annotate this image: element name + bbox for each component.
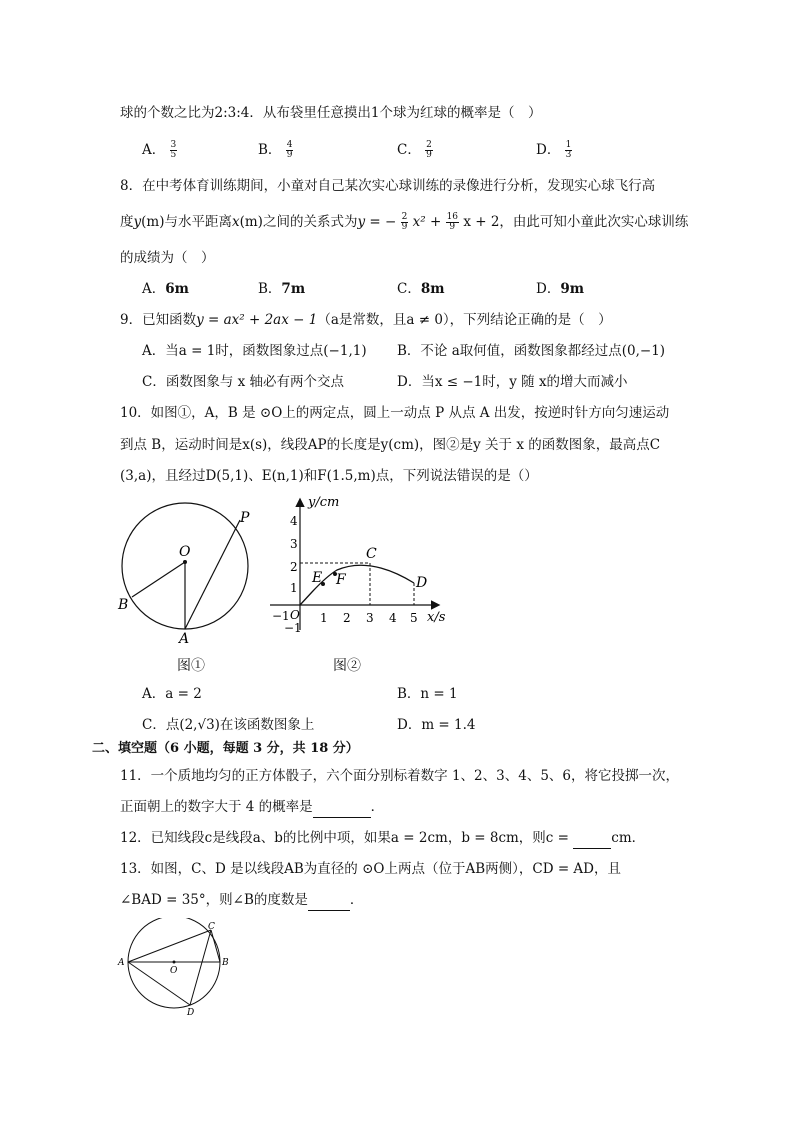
q9-option-c[interactable]: C．函数图象与 x 轴必有两个交点 (142, 374, 345, 390)
q10-line2: 到点 B，运动时间是x(s)，线段AP的长度是y(cm)，图②是y 关于 x 的函数图象，最高点C (120, 437, 661, 453)
segment-ob (132, 562, 185, 597)
segment-cb (211, 930, 220, 962)
q8-fraction-2: $\frac{16}{9}$ (446, 212, 459, 232)
q8-option-c[interactable]: C．8m (397, 281, 445, 297)
q8-line3: 的成绩为（ ） (120, 250, 215, 266)
q9-option-a[interactable]: A．当a = 1时，函数图象过点(−1,1) (142, 343, 367, 359)
q7-option-b[interactable] (258, 140, 293, 160)
y-tick-4: 4 (290, 514, 298, 528)
x-tick-neg1: −1 (272, 609, 290, 623)
y-tick-2: 2 (290, 560, 298, 574)
x-axis-label: x/s (427, 610, 446, 625)
q10-option-b[interactable]: B．n = 1 (397, 686, 458, 702)
q11-line2: 正面朝上的数字大于 4 的概率是 ． (120, 797, 384, 818)
q9-option-b[interactable]: B．不论 a取何值，函数图象都经过点(0,−1) (397, 343, 666, 359)
figure-2-graph (262, 492, 462, 642)
label-c3: C (208, 922, 215, 932)
q7-option-c[interactable] (397, 140, 433, 160)
y-axis-label: y/cm (308, 495, 340, 510)
q13-line1: 13．如图，C、D 是以线段AB为直径的 ⊙O上两点（位于AB两侧），CD = AD，且 (120, 861, 622, 877)
fig1-caption: 图① (177, 658, 205, 674)
q8-option-b[interactable]: B．7m (258, 281, 306, 297)
x-tick-2: 2 (343, 611, 351, 625)
q7-option-a-label: A． (142, 142, 166, 158)
q7-option-b-fraction: $\frac{4}{9}$ (286, 140, 293, 160)
y-tick-3: 3 (290, 537, 298, 551)
label-e: E (312, 570, 323, 586)
label-d: D (416, 575, 428, 591)
label-o: O (179, 544, 191, 560)
x-tick-3: 3 (366, 611, 374, 625)
q8-line2: 度y(m)与水平距离x(m)之间的关系式为y = − $\frac{2}{9}$ x² + $\frac{16}{9}$ x + 2，由此可知小童此次实心球训练 (120, 212, 689, 232)
q8-line1: 8．在中考体育训练期间，小童对自己某次实心球训练的录像进行分析，发现实心球飞行高 (120, 178, 656, 194)
y-tick-neg1: −1 (284, 621, 302, 635)
q9-option-d[interactable]: D．当x ≤ −1时，y 随 x的增大而减小 (397, 374, 628, 390)
q7-option-c-label: C． (397, 142, 421, 158)
q7-option-a[interactable] (142, 140, 177, 160)
q10-option-d[interactable]: D．m = 1.4 (397, 717, 476, 733)
q11-line1: 11．一个质地均匀的正方体骰子，六个面分别标着数字 1、2、3、4、5、6，将它投掷一次， (120, 768, 680, 784)
figure-3-circle (116, 918, 240, 1018)
q8-option-a[interactable]: A．6m (142, 281, 189, 297)
label-a3: A (118, 958, 125, 968)
y-tick-1: 1 (290, 581, 298, 595)
label-b3: B (222, 958, 229, 968)
figure-1-circle (110, 498, 270, 648)
q7-option-c-fraction: $\frac{2}{9}$ (426, 140, 432, 160)
point-o-dot (183, 560, 187, 564)
x-tick-5: 5 (410, 611, 418, 625)
q10-line3: (3,a)，且经过D(5,1)、E(n,1)和F(1.5,m)点，下列说法错误的是（） (120, 468, 538, 484)
label-b: B (118, 597, 129, 613)
segment-ac (128, 930, 211, 962)
q11-answer-blank[interactable] (313, 797, 371, 818)
q7-option-d-label: D． (536, 142, 561, 158)
label-o3: O (170, 966, 178, 976)
q8-option-d[interactable]: D．9m (536, 281, 585, 297)
segment-ap (185, 520, 240, 629)
label-p: P (240, 510, 250, 526)
segment-ad (128, 962, 190, 1005)
q12: 12．已知线段c是线段a、b的比例中项，如果a = 2cm，b = 8cm，则c = cm． (120, 828, 645, 849)
q7-option-d[interactable] (536, 140, 572, 160)
q10-option-c[interactable]: C．点(2,√3)在该函数图象上 (142, 717, 315, 733)
q7-option-d-fraction: $\frac{1}{3}$ (565, 140, 572, 160)
x-tick-4: 4 (389, 611, 397, 625)
label-f: F (336, 572, 346, 588)
q7-stem-tail: 球的个数之比为2:3:4．从布袋里任意摸出1个球为红球的概率是（ ） (120, 105, 542, 121)
label-c: C (366, 546, 377, 562)
point-o3-dot (173, 961, 176, 964)
q10-line1: 10．如图①，A，B 是 ⊙O上的两定点，圆上一动点 P 从点 A 出发，按逆时针方向匀速运动 (120, 405, 670, 421)
label-d3: D (187, 1008, 195, 1018)
origin-label: O (290, 608, 300, 622)
section-2-heading: 二、填空题（6 小题，每题 3 分，共 18 分） (92, 741, 359, 756)
q9-stem: 9．已知函数y = ax² + 2ax − 1（a是常数，且a ≠ 0），下列结论正确的是（ ） (120, 312, 612, 328)
label-a: A (179, 631, 190, 647)
fig2-caption: 图② (333, 658, 361, 674)
q10-option-a[interactable]: A．a = 2 (142, 686, 202, 702)
x-tick-1: 1 (320, 611, 328, 625)
q8-fraction-1: $\frac{2}{9}$ (401, 212, 408, 232)
q13-line2: ∠BAD = 35°，则∠B的度数是 ． (120, 890, 363, 911)
q7-option-b-label: B． (258, 142, 282, 158)
q13-answer-blank[interactable] (308, 890, 350, 911)
q7-option-a-fraction: $\frac{3}{5}$ (170, 140, 177, 160)
q12-answer-blank[interactable] (573, 828, 611, 849)
